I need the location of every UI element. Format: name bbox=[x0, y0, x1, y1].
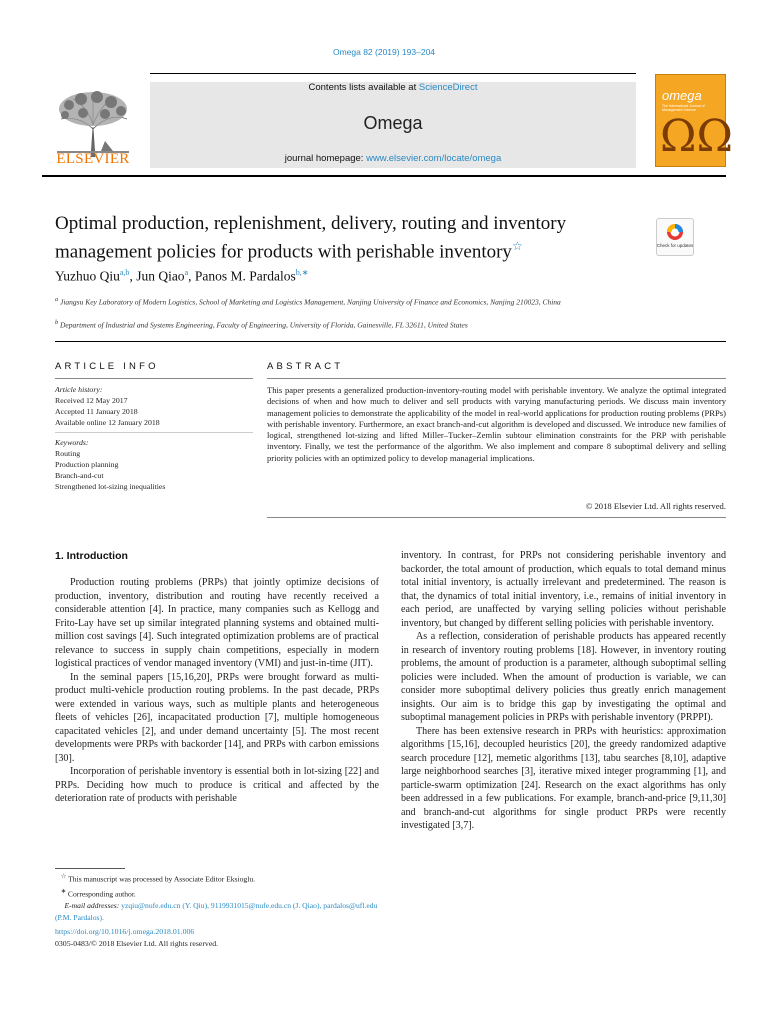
footnote-mark: ☆ bbox=[60, 873, 67, 880]
crossmark-label: Check for updates bbox=[657, 243, 693, 248]
body-paragraph: There has been extensive research in PRPs with heuristics: approximation algorithms [15,16], decoupled heuristics [20], the greedy randomized adaptive search procedure [12], memetic algorithms [13], tabu searches [8,10], adaptive large neighborhood searches [3], iterative mixed integer programming [1], and particle-swarm optimization [24]. Research on the exact algorithms has only been addressed in a few publications. For example, branch-and-price [9,11,30] and branch-and-cut algorithms for single product PRPs were recently investigated [3,7]. bbox=[401, 725, 726, 831]
front-matter-rule bbox=[55, 341, 726, 342]
author-name[interactable]: Jun Qiao bbox=[136, 268, 185, 284]
title-footnote-star[interactable]: ☆ bbox=[511, 239, 523, 253]
body-paragraph: Production routing problems (PRPs) that jointly optimize decisions of production, inventory, distribution and routing have recently received a considerable attention [4]. In practice, many companies such as Kellogg and Frito-Lay have set up similar integrated planning systems and obtained multi-million cost savings [4]. Such integrated optimization problems are of practical relevance to success in supply chain competitions, especially in modern logistical practices of vendor managed inventory (VMI) and just-in-time (JIT). bbox=[55, 577, 379, 669]
issn-line: 0305-0483/© 2018 Elsevier Ltd. All rights reserved. bbox=[55, 939, 219, 948]
section-heading-introduction: 1. Introduction bbox=[55, 550, 128, 562]
email-label: E-mail addresses: bbox=[64, 901, 120, 911]
history-received: Received 12 May 2017 bbox=[55, 396, 128, 405]
abstract-bottom-rule bbox=[267, 517, 726, 518]
journal-homepage-line bbox=[150, 153, 636, 164]
author-list: Yuzhuo Qiu$^{a,b}$, Jun Qiao$^a$, Panos M. Pardalos$^{b,∗}$ bbox=[55, 268, 309, 284]
keyword-item: Branch-and-cut bbox=[55, 471, 104, 480]
keyword-item: Production planning bbox=[55, 460, 119, 469]
footnote-corresponding bbox=[55, 886, 385, 901]
keywords-label: Keywords: bbox=[55, 438, 89, 447]
keywords-block bbox=[55, 437, 255, 492]
body-column-right bbox=[401, 549, 726, 833]
footnote-rule bbox=[55, 868, 125, 869]
affiliation-mark: a bbox=[55, 296, 59, 303]
article-title bbox=[55, 212, 635, 263]
homepage-link[interactable]: www.elsevier.com/locate/omega bbox=[366, 153, 502, 164]
article-history bbox=[55, 384, 255, 428]
cover-subtitle: The International Journal of Management Science bbox=[662, 104, 705, 112]
header-top-rule bbox=[150, 73, 636, 74]
author-affiliation-marks[interactable]: b,∗ bbox=[295, 268, 309, 277]
abstract-copyright: © 2018 Elsevier Ltd. All rights reserved. bbox=[585, 501, 726, 511]
affiliation-text: Jiangsu Key Laboratory of Modern Logistics, School of Marketing and Logistics Management, Nanjing University of Finance and Economics, Nanjing 210023, China bbox=[60, 297, 561, 307]
keyword-item: Routing bbox=[55, 449, 81, 458]
article-info-heading: ARTICLE INFO bbox=[55, 361, 159, 372]
body-paragraph: inventory. In contrast, for PRPs not considering perishable inventory and backorder, the total amount of production, which equals to total demand minus total initial inventory, is actually irrelevant and predetermined. The reason is that, the dynamics of total initial inventory, i.e., remains of initial inventory in each period, are unaffected by varying selling policies without perishable inventory, but changed by different selling policies with perishable inventory. bbox=[401, 550, 726, 629]
footnote-text: This manuscript was processed by Associate Editor Eksioglu. bbox=[68, 874, 256, 884]
journal-citation[interactable]: Omega 82 (2019) 193–204 bbox=[332, 47, 436, 57]
contents-prefix: Contents lists available at bbox=[308, 82, 419, 93]
cover-title: omega bbox=[662, 88, 702, 103]
keywords-rule bbox=[55, 432, 253, 433]
abstract-text: This paper presents a generalized production-inventory-routing model with perishable inventory. We analyze the optimal integrated decisions of when and how much to deliver and sell products with varying manufacturing periods. We discuss main inventory management policies to demonstrate the applicability of the model in real-world applications for production routing problems (PRPs) with perishable inventory. Furthermore, an exact branch-and-cut algorithm is developed and discussed. We introduce new families of logical, strengthened lot-sizing and lifted Miller–Tucker–Zemlin subtour elimination constraints for the PRP with perishable inventory. Finally, we test the performance of the algorithm. We also implement and compare 8 suboptimal delivery and selling priority policies with an optimized policy to develop managerial implications. bbox=[267, 385, 726, 463]
footnotes bbox=[55, 871, 385, 924]
elsevier-wordmark: ELSEVIER bbox=[56, 151, 130, 167]
history-online: Available online 12 January 2018 bbox=[55, 418, 160, 427]
footnote-text: Corresponding author. bbox=[67, 889, 136, 899]
author-affiliation-marks[interactable]: a bbox=[184, 268, 189, 277]
email-addresses[interactable]: yzqiu@nufe.edu.cn (Y. Qiu), 9119931015@nufe.edu.cn (J. Qiao), pardalos@ufl.edu (P.M. Pardalos). bbox=[55, 901, 378, 923]
article-info-rule bbox=[55, 378, 253, 379]
footnote-processed bbox=[55, 871, 385, 886]
author-affiliation-marks[interactable]: a,b bbox=[119, 268, 130, 277]
keyword-item: Strengthened lot-sizing inequalities bbox=[55, 482, 166, 491]
affiliation-b bbox=[55, 317, 615, 331]
history-label: Article history: bbox=[55, 385, 103, 394]
article-title-text: Optimal production, replenishment, delivery, routing and inventory management policies for products with perishable inventory bbox=[55, 213, 567, 263]
abstract-rule bbox=[267, 378, 726, 379]
footnote-emails bbox=[55, 900, 385, 924]
homepage-prefix: journal homepage: bbox=[284, 153, 367, 164]
crossmark-badge[interactable] bbox=[656, 218, 694, 256]
body-paragraph: As a reflection, consideration of perishable products has appeared recently in research of inventory routing problems [18]. However, in inventory routing problems, the amount of production is a parameter, although suboptimal selling policies were included. When the amount of production is variable, we can consider more suboptimal delivery policies thus greatly enrich management insights. Our aim is to bridge this gap by investigating the optimal and suboptimal management policies in PRPs with perishable inventory (PRPPI). bbox=[401, 631, 726, 723]
body-paragraph: Incorporation of perishable inventory is essential both in lot-sizing [22] and PRPs. Deciding how much to produce is critical and affected by the deterioration rate of products with perishable bbox=[55, 766, 379, 804]
author-name[interactable]: Yuzhuo Qiu bbox=[55, 268, 120, 284]
journal-name: Omega bbox=[363, 113, 423, 133]
history-accepted: Accepted 11 January 2018 bbox=[55, 407, 138, 416]
affiliation-a bbox=[55, 294, 615, 308]
body-paragraph: In the seminal papers [15,16,20], PRPs were brought forward as multi-product multi-vehicle production routing problems. In the past decade, PRPs were extended in various ways, such as multiple plants and heterogeneous fleets of vehicles [26], incapacitated production [7], multiple homogeneous capacitated vehicles [2], and under demand uncertainty [5]. The most recent developments were PRPs with backorder [14], and PRPs with carbon emissions [30]. bbox=[55, 671, 379, 764]
author-name[interactable]: Panos M. Pardalos bbox=[194, 268, 296, 284]
abstract-heading: ABSTRACT bbox=[267, 361, 344, 372]
sciencedirect-link[interactable]: ScienceDirect bbox=[418, 82, 478, 93]
cover-omega-glyph: ΩΩ bbox=[660, 111, 733, 162]
footnote-mark: ∗ bbox=[60, 887, 67, 895]
body-column-left bbox=[55, 576, 379, 806]
affiliation-mark: b bbox=[55, 319, 59, 326]
crossmark-icon bbox=[657, 219, 693, 255]
contents-line bbox=[150, 82, 636, 93]
doi-link[interactable]: https://doi.org/10.1016/j.omega.2018.01.006 bbox=[55, 927, 195, 936]
affiliation-text: Department of Industrial and Systems Engineering, Faculty of Engineering, University of Florida, Gainesville, FL 32611, United States bbox=[60, 320, 468, 330]
doi-block bbox=[55, 926, 218, 950]
header-bottom-rule bbox=[42, 175, 726, 177]
